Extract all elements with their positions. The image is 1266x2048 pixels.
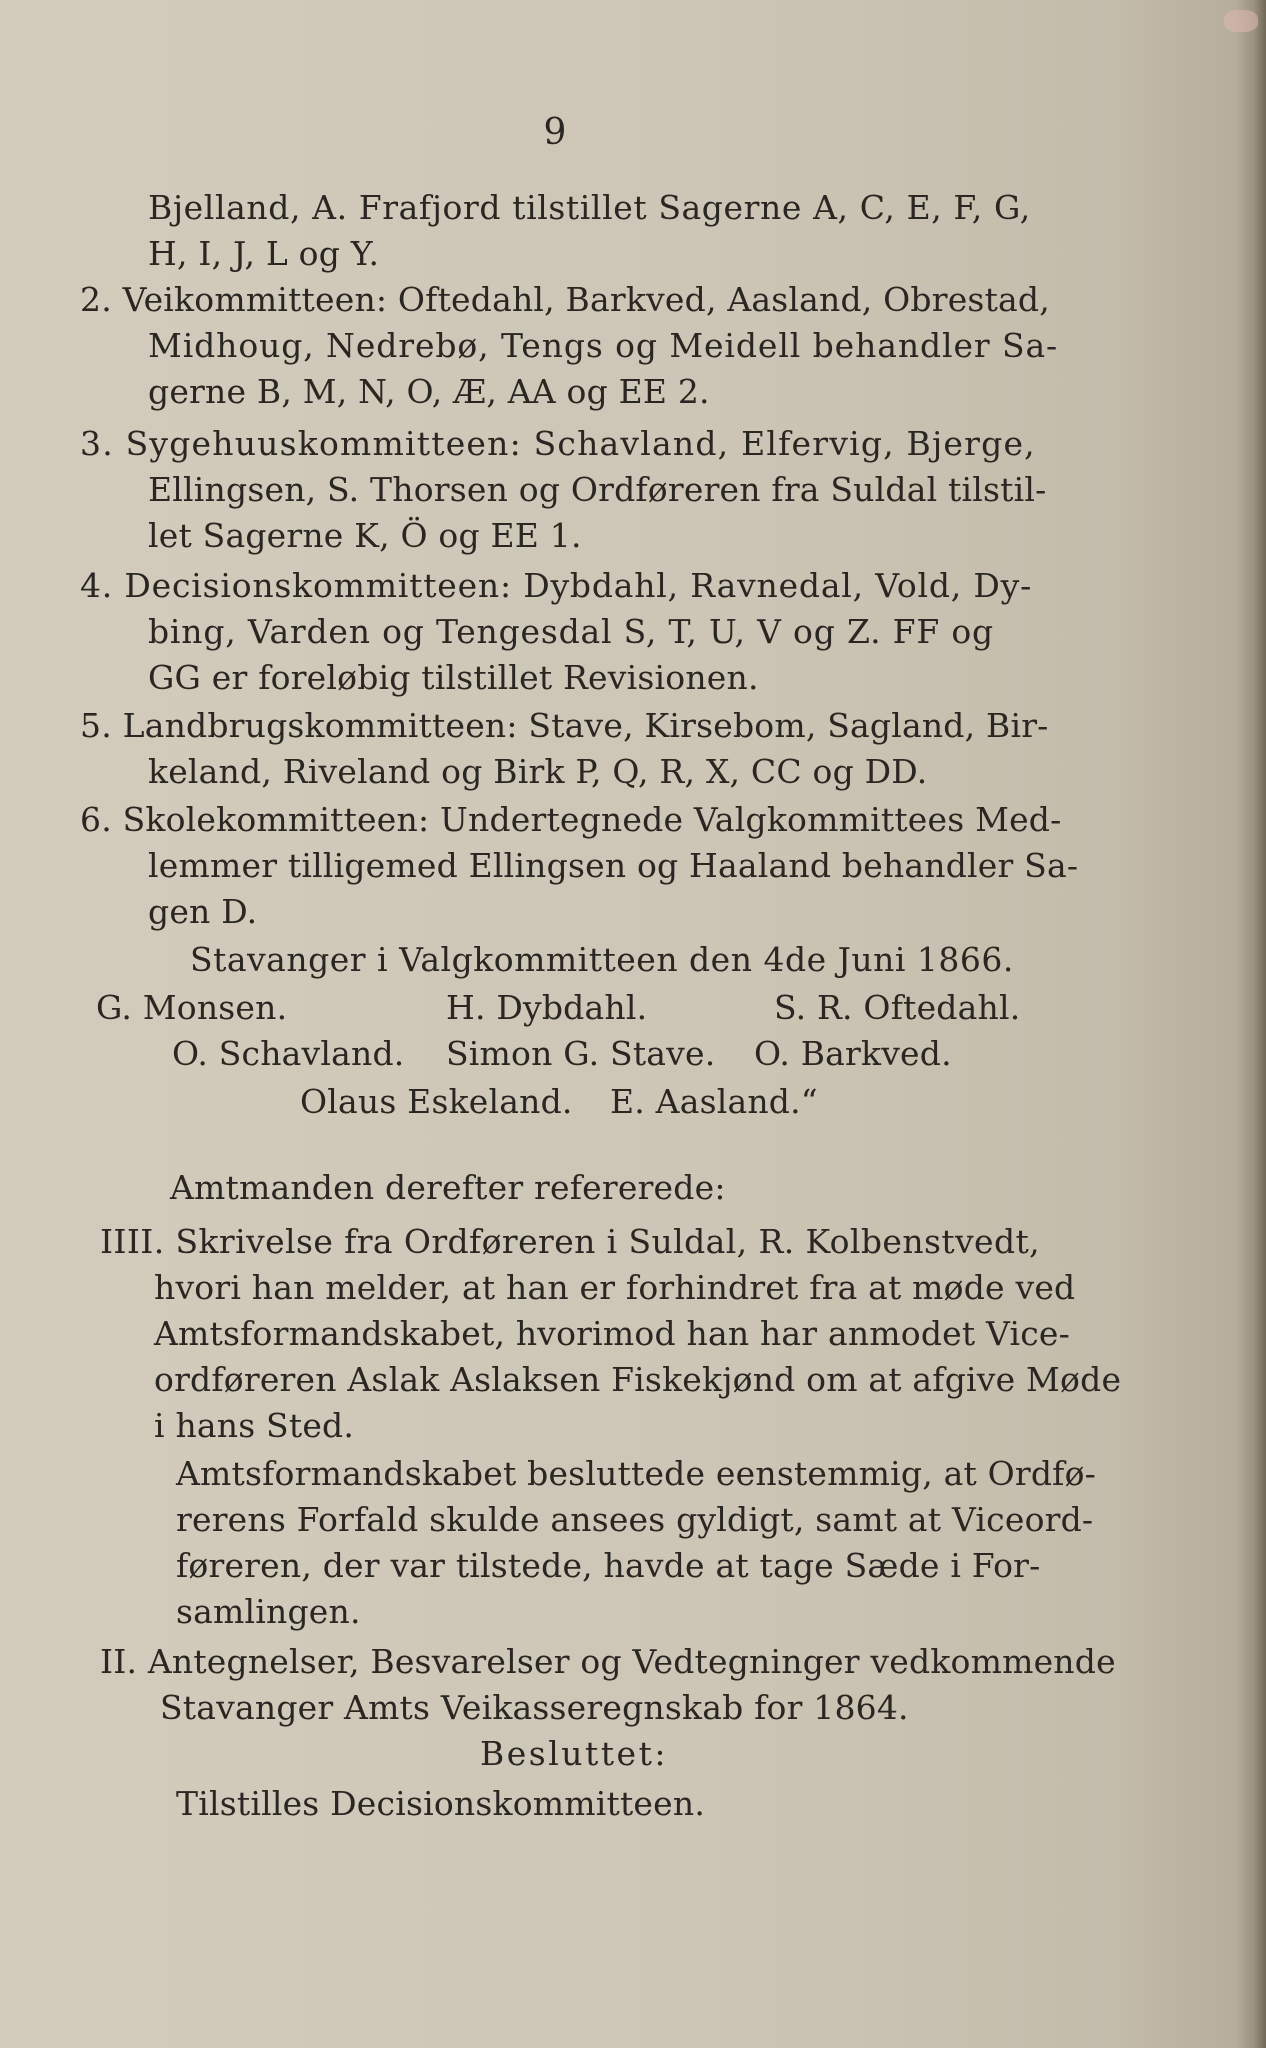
signature-name: S. R. Oftedahl. (774, 988, 1021, 1027)
signature-name: O. Schavland. (172, 1034, 405, 1073)
text-line: H, I, J, L og Y. (148, 234, 380, 273)
section-heading: Amtmanden derefter refererede: (170, 1168, 726, 1207)
text-line: keland, Riveland og Birk P, Q, R, X, CC og DD. (148, 752, 928, 791)
text-line: rerens Forfald skulde ansees gyldigt, samt at Viceord- (176, 1500, 1094, 1539)
text-line: Midhoug, Nedrebø, Tengs og Meidell behandler Sa- (148, 326, 1059, 365)
text-line: ordføreren Aslak Aslaksen Fiskekjønd om at afgive Møde (154, 1360, 1122, 1399)
dateline: Stavanger i Valgkommitteen den 4de Juni 1866. (190, 940, 1014, 979)
paper-blemish (1224, 10, 1258, 32)
signature-name: G. Monsen. (96, 988, 288, 1027)
text-line: GG er foreløbig tilstillet Revisionen. (148, 658, 759, 697)
text-line: let Sagerne K, Ö og EE 1. (148, 516, 582, 555)
text-line: i hans Sted. (154, 1406, 355, 1445)
text-line: 5. Landbrugskommitteen: Stave, Kirsebom, Sagland, Bir- (80, 706, 1049, 745)
page-number: 9 (543, 112, 567, 153)
text-line: føreren, der var tilstede, havde at tage Sæde i For- (176, 1546, 1041, 1585)
text-line: hvori han melder, at han er forhindret fra at møde ved (154, 1268, 1076, 1307)
text-line: 2. Veikommitteen: Oftedahl, Barkved, Aasland, Obrestad, (80, 280, 1050, 319)
text-line: Bjelland, A. Frafjord tilstillet Sagerne A, C, E, F, G, (148, 188, 1031, 227)
text-line: gerne B, M, N, O, Æ, AA og EE 2. (148, 372, 710, 411)
text-line: IIII. Skrivelse fra Ordføreren i Suldal, R. Kolbenstvedt, (100, 1222, 1041, 1261)
text-line: Stavanger Amts Veikasseregnskab for 1864. (160, 1688, 909, 1727)
signature-name: Olaus Eskeland. (300, 1082, 573, 1121)
signature-name: H. Dybdahl. (446, 988, 648, 1027)
text-line: samlingen. (176, 1592, 361, 1631)
signature-name: O. Barkved. (754, 1034, 952, 1073)
text-line: 6. Skolekommitteen: Undertegnede Valgkommittees Med- (80, 800, 1062, 839)
signature-name: E. Aasland.“ (610, 1082, 818, 1121)
signature-name: Simon G. Stave. (446, 1034, 716, 1073)
text-line: Amtsformandskabet, hvorimod han har anmodet Vice- (154, 1314, 1071, 1353)
text-line: gen D. (148, 892, 258, 931)
text-line: Ellingsen, S. Thorsen og Ordføreren fra Suldal tilstil- (148, 470, 1047, 509)
text-line: II. Antegnelser, Besvarelser og Vedtegninger vedkommende (100, 1642, 1116, 1681)
text-line: 4. Decisionskommitteen: Dybdahl, Ravnedal, Vold, Dy- (80, 566, 1033, 605)
text-line: Amtsformandskabet besluttede eenstemmig, at Ordfø- (176, 1454, 1097, 1493)
text-line: lemmer tilligemed Ellingsen og Haaland behandler Sa- (148, 846, 1079, 885)
text-line: Tilstilles Decisionskommitteen. (176, 1784, 706, 1823)
book-spine-shadow (1236, 0, 1266, 2048)
text-line: 3. Sygehuuskommitteen: Schavland, Elfervig, Bjerge, (80, 424, 1036, 463)
resolution-heading: Besluttet: (480, 1734, 668, 1773)
text-line: bing, Varden og Tengesdal S, T, U, V og Z. FF og (148, 612, 994, 651)
